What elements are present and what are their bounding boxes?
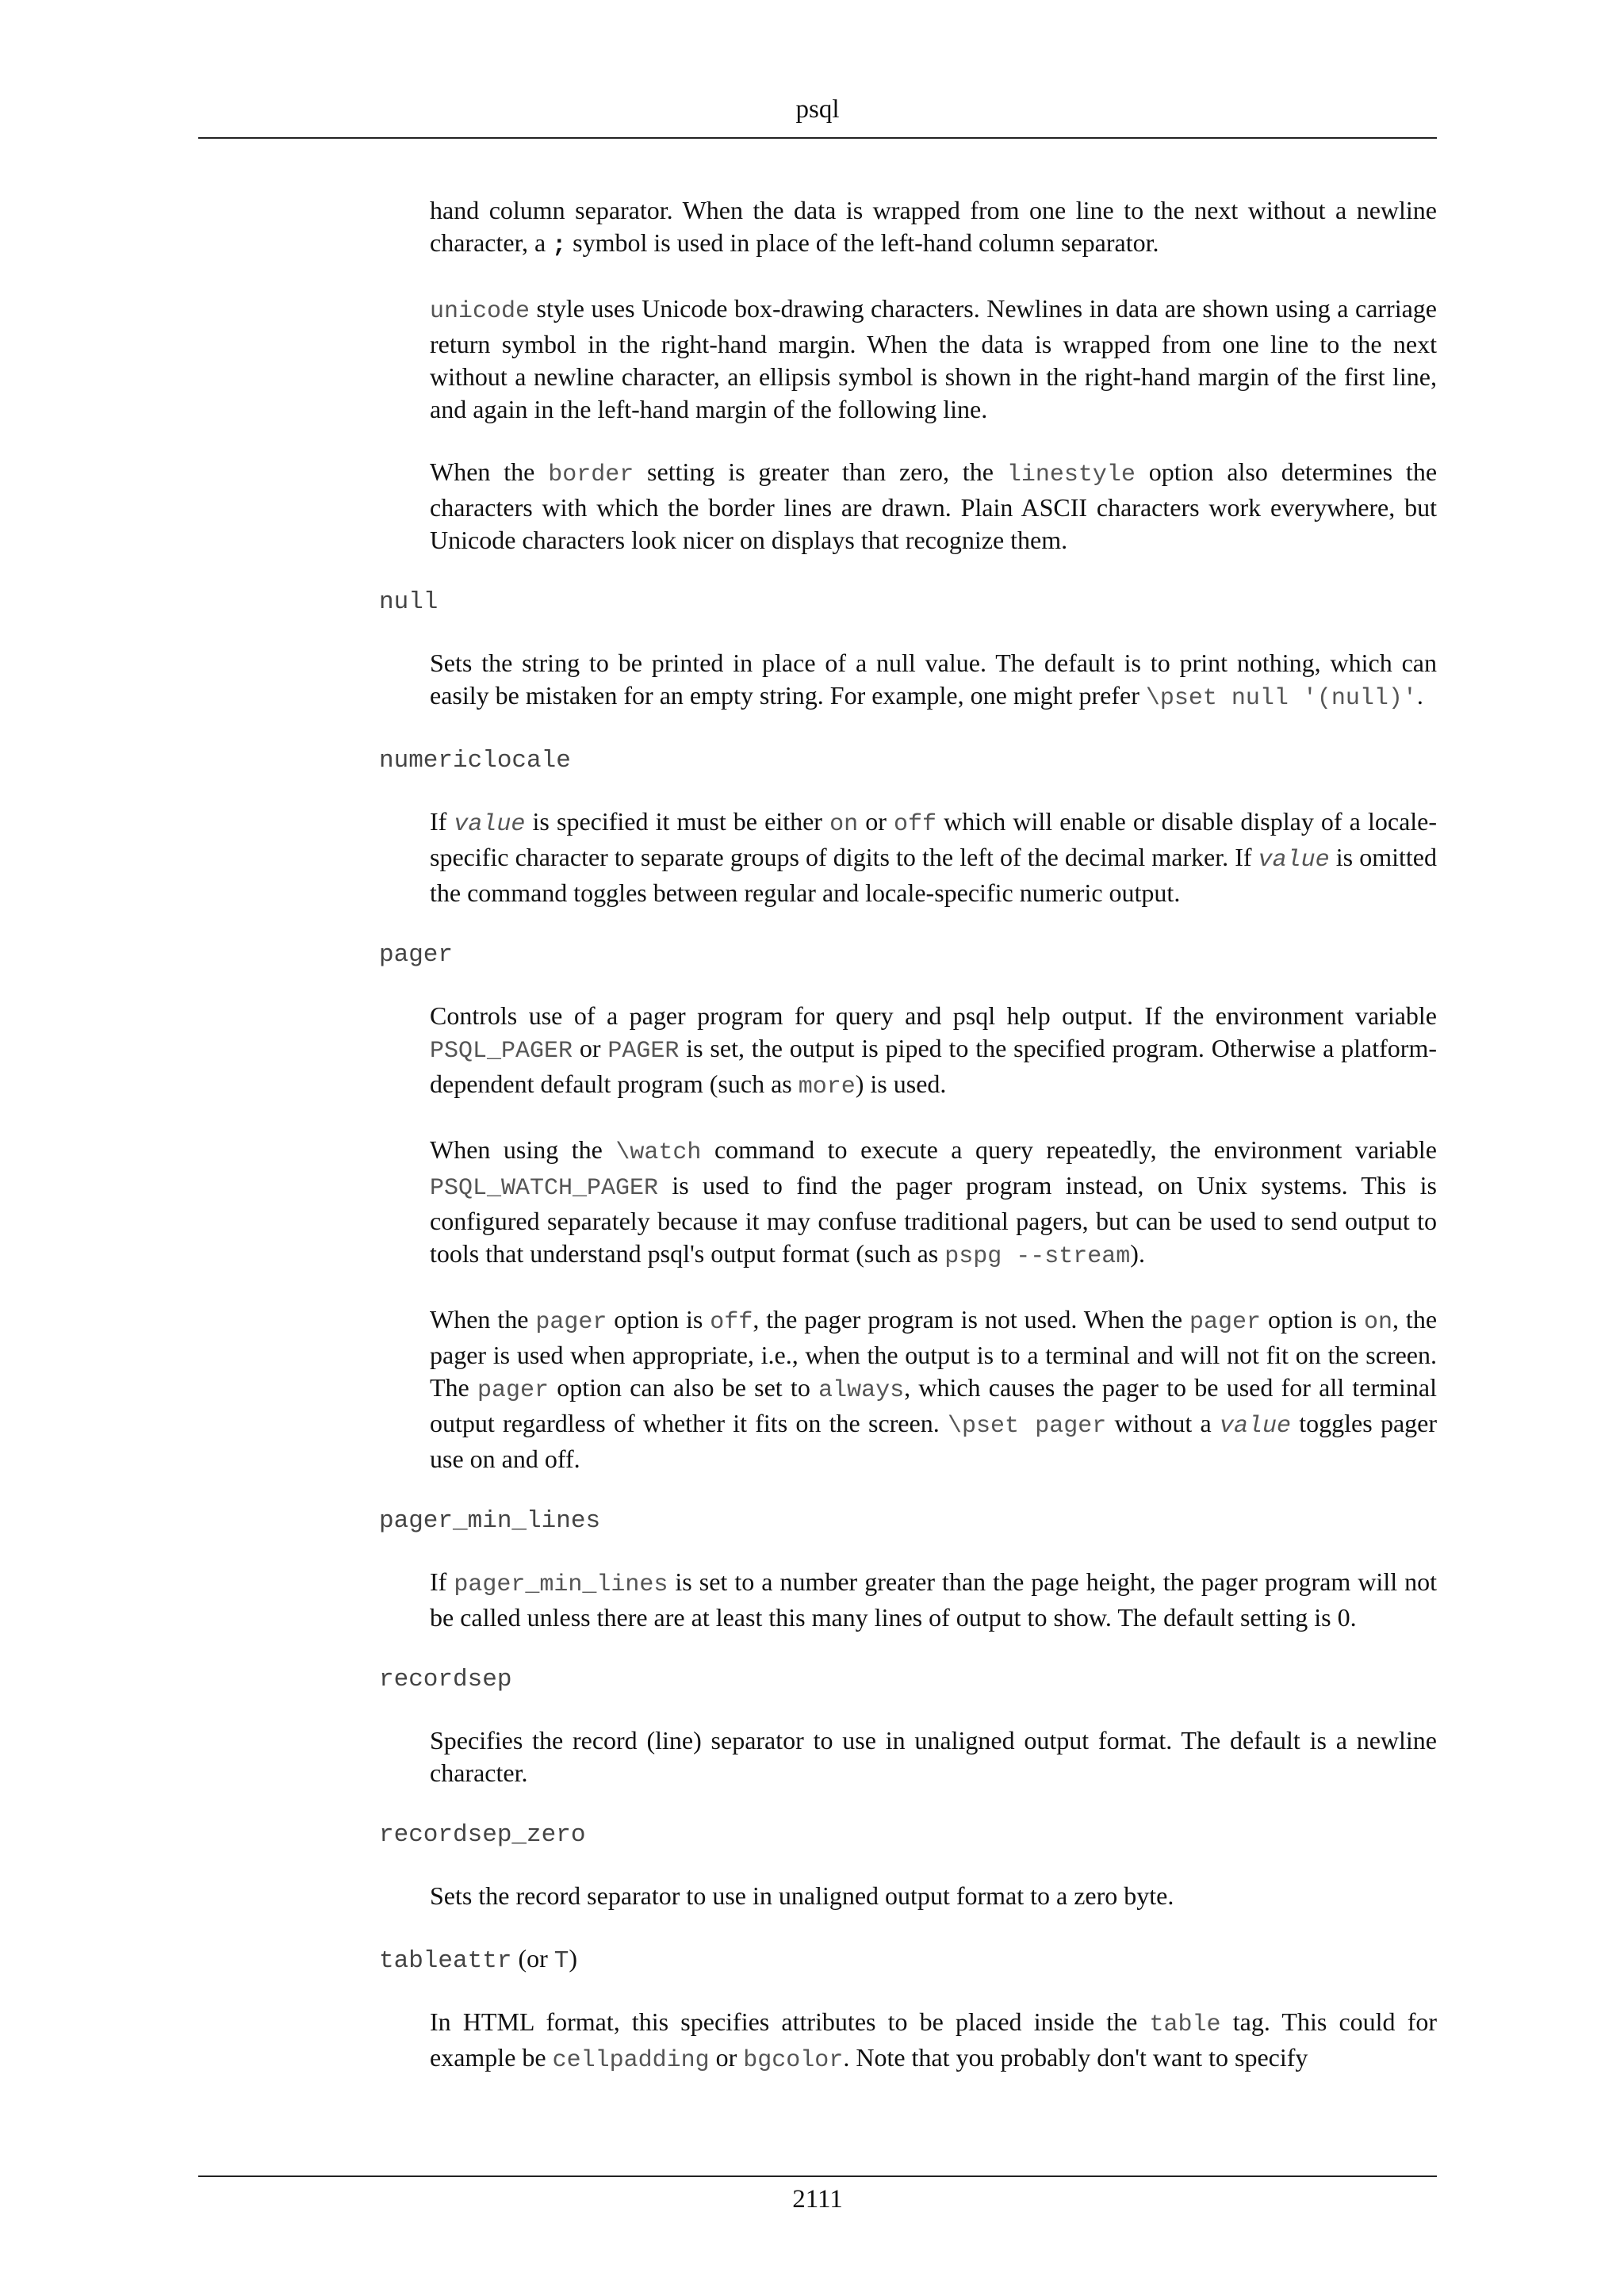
semicolon-symbol: ; bbox=[552, 232, 567, 259]
code-on: on bbox=[829, 811, 859, 838]
paragraph-pager-options: When the pager option is off, the pager program is not used. When the pager option is on, the pager is used when appropriate, i.e., when the output is to a terminal and will not fit on the screen. The pager option can also be set to always, which causes the pager to be used for all terminal output regardless of whether it fits on the screen. \pset pager without a value toggles pager use on and off. bbox=[430, 1305, 1438, 1473]
term-null: null bbox=[379, 588, 439, 616]
code-unicode: unicode bbox=[430, 298, 530, 325]
code-pset-pager: \pset pager bbox=[947, 1413, 1107, 1440]
code-pager: pager bbox=[477, 1377, 550, 1404]
code-off: off bbox=[893, 811, 936, 838]
paragraph-recordsep: Specifies the record (line) separator to use in unaligned output format. The default is a newline character. bbox=[430, 1726, 1437, 1787]
term-pager: pager bbox=[379, 941, 454, 969]
code-value: value bbox=[1219, 1413, 1291, 1440]
paragraph-pager-min-lines: If pager_min_lines is set to a number greater than the page height, the pager program will not be called unless there are at least this many lines of output to show. The default setting is 0. bbox=[430, 1567, 1438, 1632]
paragraph-border-linestyle: When the border setting is greater than zero, the linestyle option also determines the characters with which the border lines are drawn. Plain ASCII characters work everywhere, but Unicode characters look nicer on displays that recognize them. bbox=[430, 457, 1438, 554]
code-pager: pager bbox=[535, 1309, 607, 1336]
footer-rule bbox=[198, 2175, 1437, 2177]
code-psql-watch-pager: PSQL_WATCH_PAGER bbox=[430, 1175, 659, 1202]
document-body bbox=[379, 194, 1437, 2107]
page-header: psql bbox=[795, 95, 840, 124]
code-pspg-stream: pspg --stream bbox=[944, 1243, 1131, 1270]
code-on: on bbox=[1363, 1309, 1392, 1336]
paragraph-pager-watch: When using the \watch command to execute a query repeatedly, the environment variable PSQL_WATCH_PAGER is used to find the pager program instead, on Unix systems. This is configured separately because it may confuse traditional pagers, but can be used to send output to tools that understand psql's output format (such as pspg --stream). bbox=[430, 1135, 1438, 1270]
code-value: value bbox=[1258, 847, 1330, 874]
paragraph-null: Sets the string to be printed in place of a null value. The default is to print nothing, which can easily be mistaken for an empty string. For example, one might prefer \pset null '(null)'. bbox=[430, 649, 1437, 712]
code-value: value bbox=[454, 811, 526, 838]
code-pager-env: PAGER bbox=[607, 1038, 680, 1065]
code-cellpadding: cellpadding bbox=[552, 2047, 710, 2074]
paragraph-pager-intro: Controls use of a pager program for query and psql help output. If the environment variable PSQL_PAGER or PAGER is set, the output is piped to the specified program. Otherwise a platform-dependent default program (such as more) is used. bbox=[430, 1001, 1438, 1100]
header-rule bbox=[198, 137, 1437, 139]
code-off: off bbox=[710, 1309, 753, 1336]
paragraph-numericlocale: If value is specified it must be either on or off which will enable or disable display of a locale-specific character to separate groups of digits to the left of the decimal marker. If value is omitted the command toggles between regular and locale-specific numeric output. bbox=[430, 807, 1438, 907]
paragraph-linestyle-ascii-continued: hand column separator. When the data is wrapped from one line to the next without a newline character, a ; symbol is used in place of the left-hand column separator. bbox=[430, 196, 1437, 259]
term-numericlocale: numericlocale bbox=[379, 747, 571, 775]
code-pager-min-lines: pager_min_lines bbox=[454, 1571, 668, 1598]
code-psql-pager: PSQL_PAGER bbox=[430, 1038, 573, 1065]
code-table: table bbox=[1149, 2011, 1221, 2038]
paragraph-recordsep-zero: Sets the record separator to use in unaligned output format to a zero byte. bbox=[430, 1881, 1174, 1910]
paragraph-tableattr: In HTML format, this specifies attributes to be placed inside the table tag. This could for example be cellpadding or bgcolor. Note that you probably don't want to specify bbox=[430, 2007, 1438, 2074]
code-linestyle: linestyle bbox=[1006, 461, 1136, 488]
term-recordsep: recordsep bbox=[379, 1666, 512, 1693]
code-more: more bbox=[798, 1073, 856, 1100]
page-number: 2111 bbox=[792, 2185, 843, 2214]
code-watch: \watch bbox=[615, 1139, 702, 1166]
code-always: always bbox=[818, 1377, 905, 1404]
term-pager-min-lines: pager_min_lines bbox=[379, 1507, 601, 1535]
code-bgcolor: bgcolor bbox=[743, 2047, 844, 2074]
code-pager: pager bbox=[1189, 1309, 1262, 1336]
term-recordsep-zero: recordsep_zero bbox=[379, 1821, 586, 1849]
paragraph-unicode-style: unicode style uses Unicode box-drawing characters. Newlines in data are shown using a carriage return symbol in the right-hand margin. When the data is wrapped from one line to the next without a newline character, an ellipsis symbol is shown in the right-hand margin of the first line, and again in the left-hand margin of the following line. bbox=[430, 294, 1437, 423]
code-border: border bbox=[548, 461, 634, 488]
term-tableattr: tableattr (or T) bbox=[379, 1944, 578, 1975]
code-pset-null: \pset null '(null)' bbox=[1145, 685, 1417, 712]
